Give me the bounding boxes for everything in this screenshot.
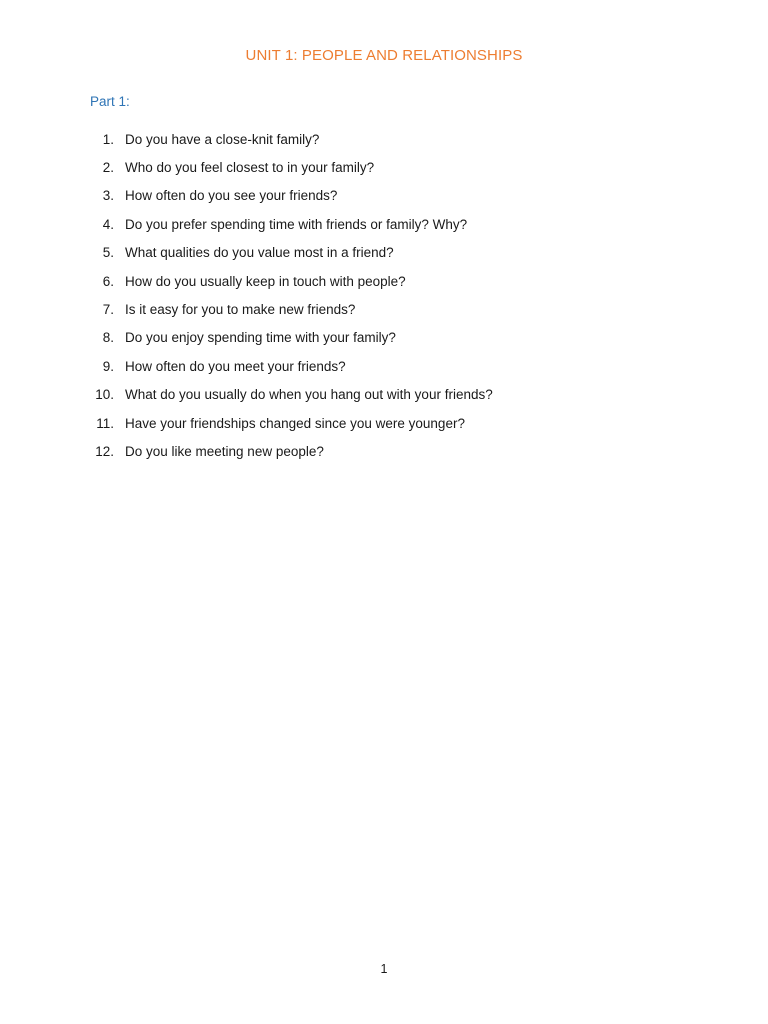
question-item	[0, 210, 493, 238]
question-item	[0, 239, 493, 267]
question-item	[0, 352, 493, 380]
question-item	[0, 324, 493, 352]
question-number: 1.	[102, 131, 114, 147]
question-number: 2.	[102, 160, 114, 176]
question-item	[0, 153, 493, 181]
question-number: 6.	[102, 273, 114, 289]
question-item	[0, 125, 493, 153]
page-number: 1	[380, 962, 388, 976]
question-item	[0, 409, 493, 437]
question-item	[0, 182, 493, 210]
question-text: What do you usually do when you hang out with your friends?	[125, 387, 493, 403]
question-text: Who do you feel closest to in your family?	[125, 160, 375, 176]
question-item	[0, 267, 493, 295]
question-item	[0, 295, 493, 323]
question-list	[0, 125, 493, 466]
question-text: What qualities do you value most in a friend?	[125, 245, 394, 261]
question-number: 7.	[102, 302, 114, 318]
question-number: 10.	[95, 387, 114, 403]
question-number: 4.	[102, 216, 114, 232]
question-text: Is it easy for you to make new friends?	[125, 302, 356, 318]
question-text: How often do you see your friends?	[125, 188, 338, 204]
page-title: UNIT 1: PEOPLE AND RELATIONSHIPS	[245, 47, 523, 64]
question-number: 8.	[102, 330, 114, 346]
question-text: Do you enjoy spending time with your family?	[125, 330, 396, 346]
question-number: 3.	[102, 188, 114, 204]
part-heading: Part 1:	[90, 94, 130, 109]
question-number: 12.	[95, 443, 114, 459]
question-item	[0, 437, 493, 465]
question-text: How do you usually keep in touch with people?	[125, 273, 406, 289]
question-number: 9.	[102, 358, 114, 374]
question-text: How often do you meet your friends?	[125, 358, 346, 374]
question-number: 5.	[102, 245, 114, 261]
question-text: Have your friendships changed since you were younger?	[125, 415, 465, 431]
question-text: Do you like meeting new people?	[125, 443, 324, 459]
question-item	[0, 381, 493, 409]
question-text: Do you prefer spending time with friends or family? Why?	[125, 216, 468, 232]
question-number: 11.	[96, 415, 114, 431]
question-text: Do you have a close-knit family?	[125, 131, 320, 147]
